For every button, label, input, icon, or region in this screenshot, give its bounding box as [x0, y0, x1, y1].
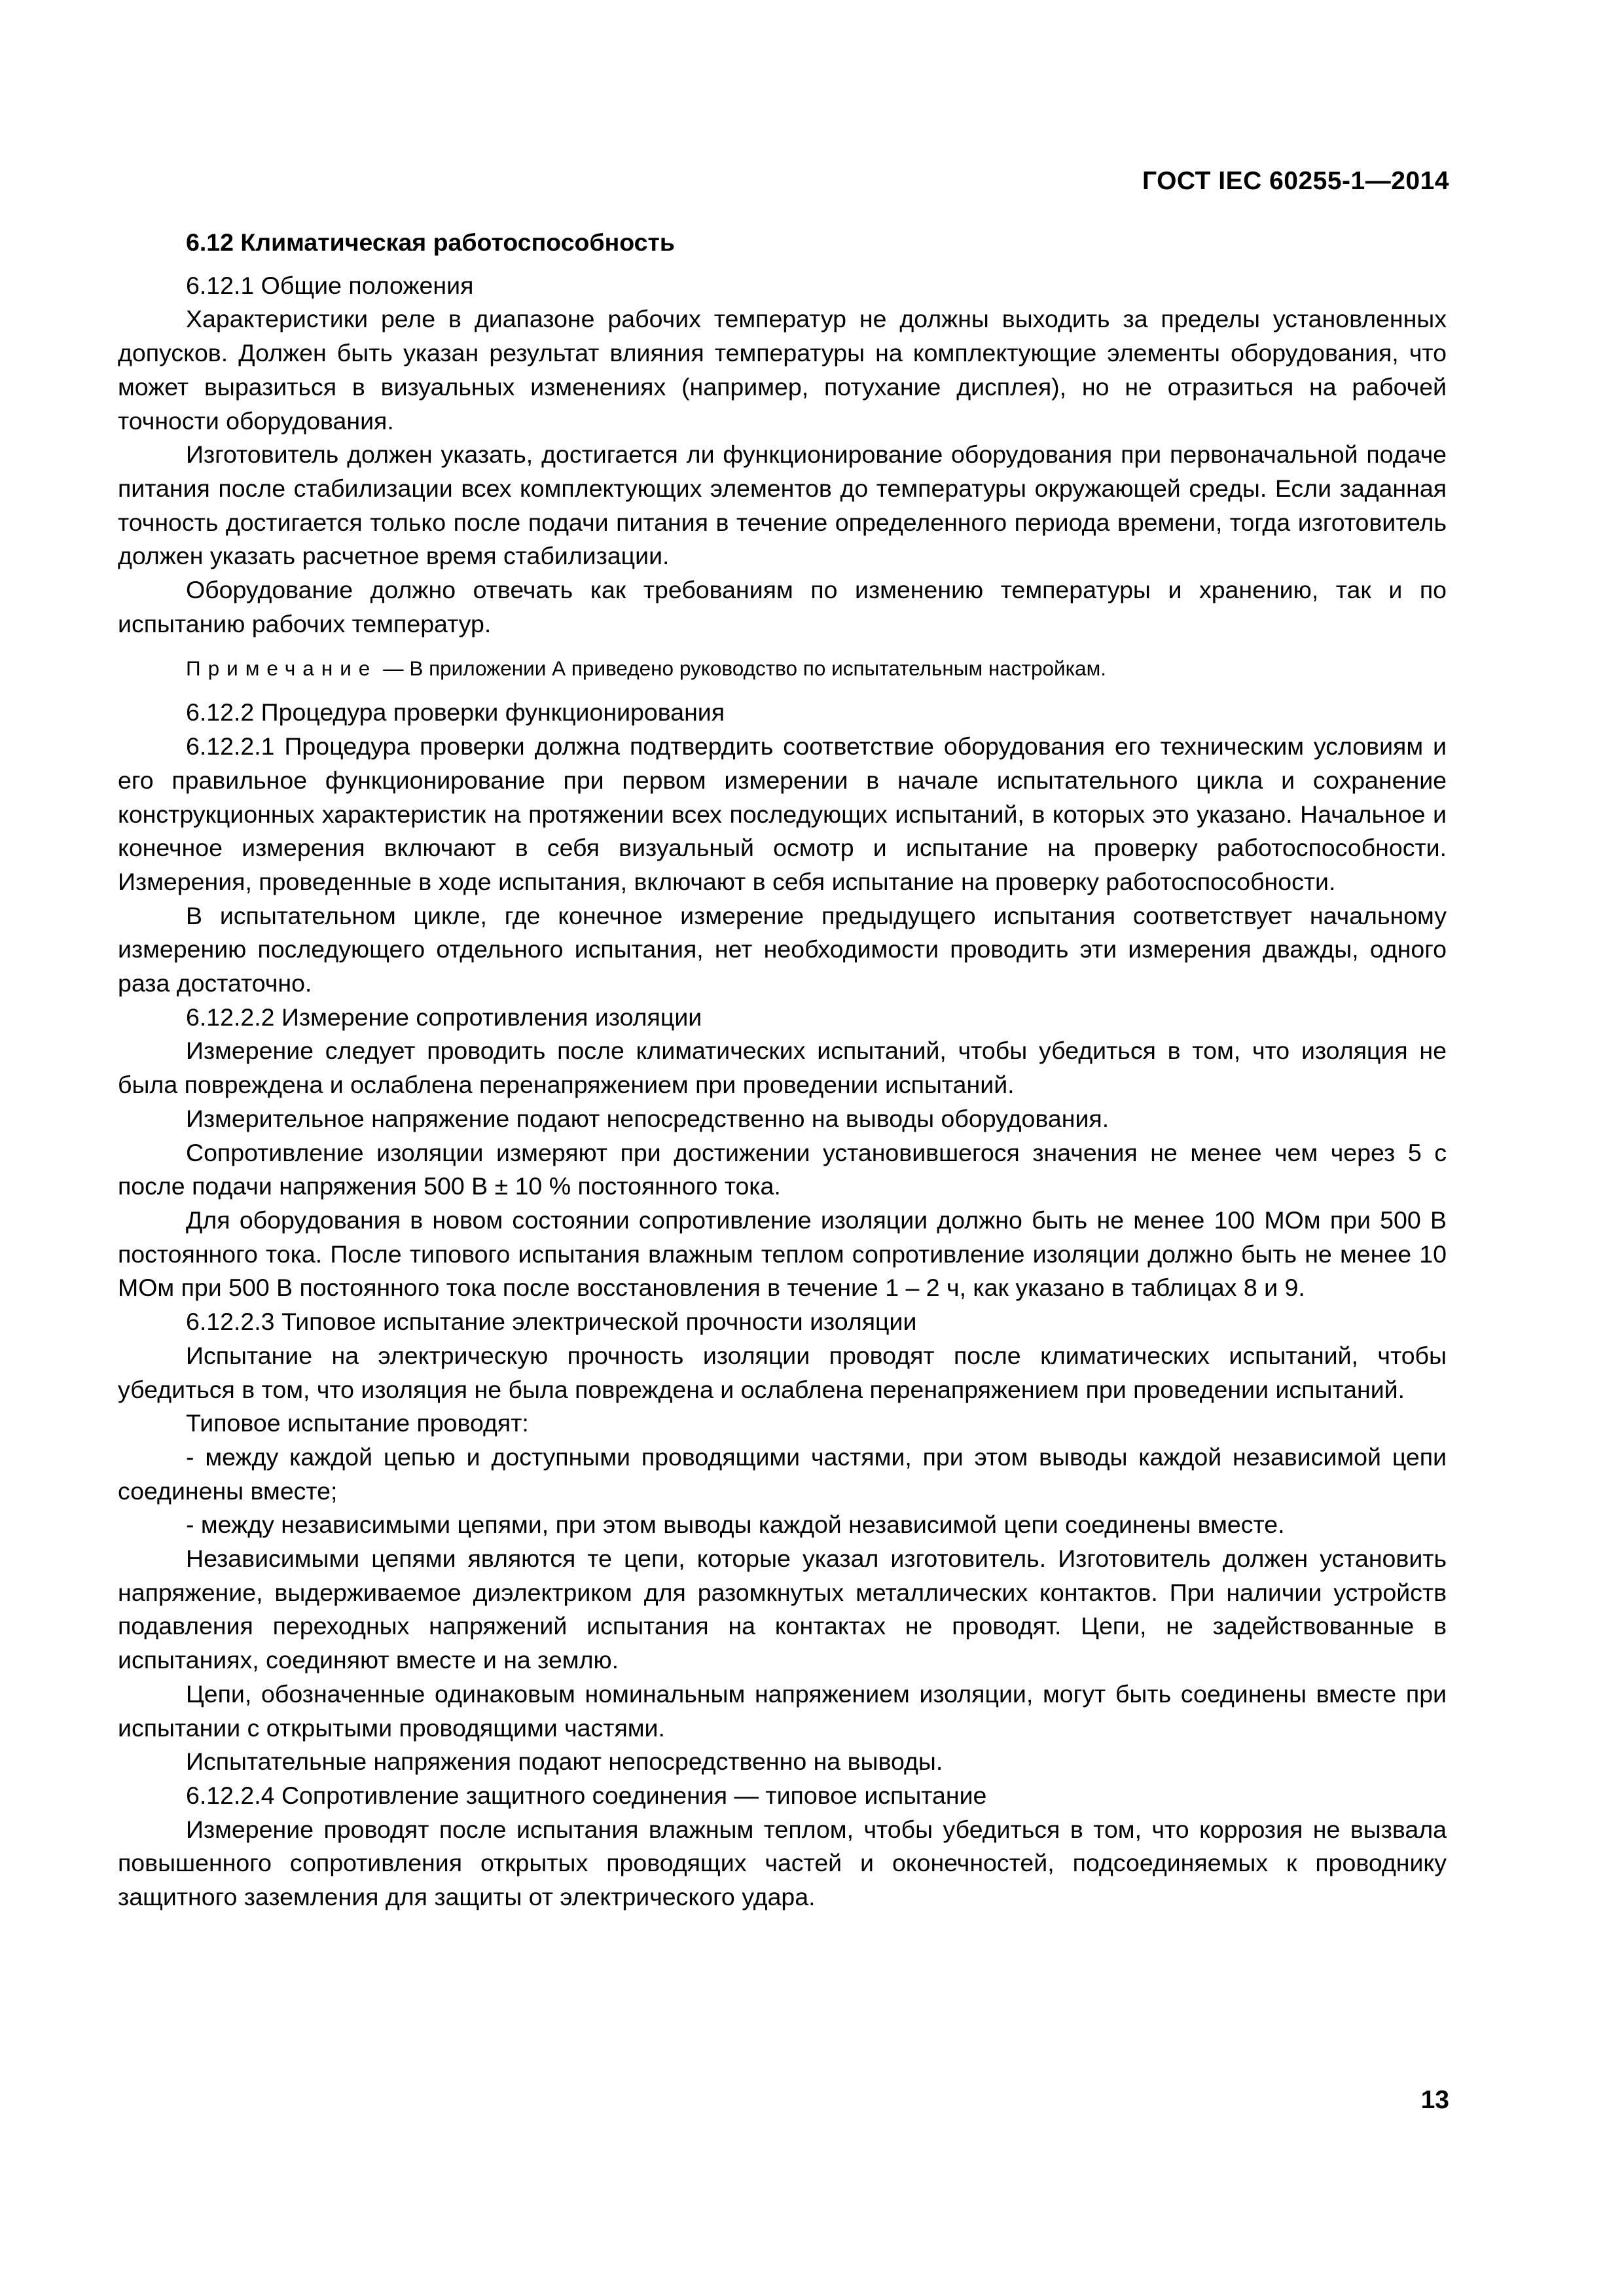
body-paragraph: Цепи, обозначенные одинаковым номинальным напряжением изоляции, могут быть соединены вместе при испытании с открытыми проводящими частями. [118, 1679, 1447, 1742]
body-paragraph: 6.12.2.1 Процедура проверки должна подтвердить соответствие оборудования его техническим условиям и его правильное функционирование при первом измерении в начале испытательного цикла и сохранение конструкционных характеристик на протяжении всех последующих испытаний, в которых это указано. Начальное и конечное измерения включают в себя визуальный осмотр и испытание на проверку работоспособности. Измерения, проведенные в ходе испытания, включают в себя испытание на проверку работоспособности. [118, 732, 1447, 895]
note-text: — В приложении А приведено руководство по испытательным настройкам. [383, 656, 1106, 681]
paragraphs-after-note [118, 696, 1447, 1914]
body-paragraph: Испытание на электрическую прочность изоляции проводят после климатических испытаний, чтобы убедиться в том, что изоляция не была повреждена и ослаблена перенапряжением при проведении испытаний. [118, 1341, 1447, 1403]
subsection-heading-6-12-2: 6.12.2 Процедура проверки функционирования [186, 698, 725, 726]
subsection-heading-6-12-2-2: 6.12.2.2 Измерение сопротивления изоляции [186, 1003, 702, 1031]
body-paragraph: Независимыми цепями являются те цепи, которые указал изготовитель. Изготовитель должен установить напряжение, выдерживаемое диэлектриком для разомкнутых металлических контактов. При наличии устройств подавления переходных напряжений испытания на контактах не проводят. Цепи, не задействованные в испытаниях, соединяют вместе и на землю. [118, 1545, 1447, 1674]
page-number: 13 [1420, 2086, 1449, 2114]
body-paragraph: Измерение следует проводить после климатических испытаний, чтобы убедиться в том, что изоляция не была повреждена и ослаблена перенапряжением при проведении испытаний. [118, 1037, 1447, 1099]
paragraphs-before-note [118, 269, 1447, 641]
body-paragraph: Измерение проводят после испытания влажным теплом, чтобы убедиться в том, что коррозия не вызвала повышенного сопротивления открытых проводящих частей и оконечностей, подсоединяемых к проводнику защитного заземления для защиты от электрического удара. [118, 1815, 1447, 1911]
document-standard-id: ГОСТ IEC 60255-1—2014 [1142, 167, 1449, 195]
document-body [118, 226, 1447, 1914]
body-paragraph: Оборудование должно отвечать как требованиям по изменению температуры и хранению, так и по испытанию рабочих температур. [118, 576, 1447, 637]
subsection-heading-6-12-1: 6.12.1 Общие положения [186, 271, 474, 299]
body-paragraph: Типовое испытание проводят: [186, 1409, 529, 1437]
note-label: Примечание [186, 656, 378, 681]
body-paragraph: Испытательные напряжения подают непосредственно на выводы. [186, 1748, 943, 1776]
section-title: 6.12 Климатическая работоспособность [186, 228, 675, 256]
body-paragraph: Сопротивление изоляции измеряют при достижении установившегося значения не менее чем через 5 с после подачи напряжения 500 В ± 10 % постоянного тока. [118, 1138, 1447, 1200]
body-paragraph: Для оборудования в новом состоянии сопротивление изоляции должно быть не менее 100 МОм при 500 В постоянного тока. После типового испытания влажным теплом сопротивление изоляции должно быть не менее 10 МОм при 500 В постоянного тока после восстановления в течение 1 – 2 ч, как указано в таблицах 8 и 9. [118, 1206, 1447, 1302]
list-item: - между каждой цепью и доступными проводящими частями, при этом выводы каждой независимой цепи соединены вместе; [118, 1443, 1447, 1505]
body-paragraph: Характеристики реле в диапазоне рабочих температур не должны выходить за пределы установленных допусков. Должен быть указан результат влияния температуры на комплектующие элементы оборудования, что может выразиться в визуальных изменениях (например, потухание дисплея), но не отразиться на рабочей точности оборудования. [118, 305, 1447, 435]
subsection-heading-6-12-2-3: 6.12.2.3 Типовое испытание электрической прочности изоляции [186, 1308, 917, 1336]
list-item: - между независимыми цепями, при этом выводы каждой независимой цепи соединены вместе. [186, 1511, 1285, 1539]
body-paragraph: В испытательном цикле, где конечное измерение предыдущего испытания соответствует начальному измерению последующего отдельного испытания, нет необходимости проводить эти измерения дважды, одного раза достаточно. [118, 901, 1447, 997]
note [118, 654, 1447, 683]
body-paragraph: Изготовитель должен указать, достигается ли функционирование оборудования при первоначальной подаче питания после стабилизации всех комплектующих элементов до температуры окружающей среды. Если заданная точность достигается только после подачи питания в течение определенного периода времени, тогда изготовитель должен указать расчетное время стабилизации. [118, 440, 1447, 570]
body-paragraph: Измерительное напряжение подают непосредственно на выводы оборудования. [186, 1104, 1110, 1132]
subsection-heading-6-12-2-4: 6.12.2.4 Сопротивление защитного соединения — типовое испытание [186, 1781, 987, 1809]
